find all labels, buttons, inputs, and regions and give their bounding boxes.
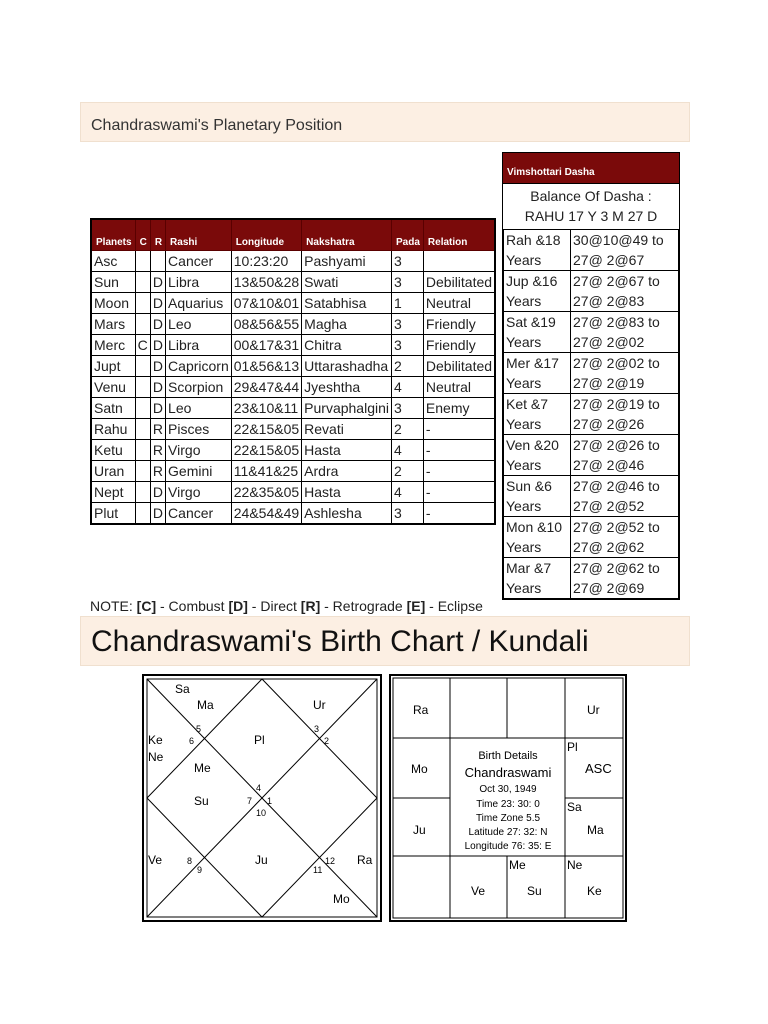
north-indian-chart — [142, 674, 382, 922]
planet-table-cell — [135, 293, 150, 314]
planet-table-cell: D — [150, 482, 165, 503]
planetary-position-title: Chandraswami's Planetary Position — [91, 117, 343, 134]
dasha-period-line: Mon &10 — [506, 519, 563, 535]
planet-table-cell: Plut — [91, 503, 135, 525]
planet-table-cell: - — [423, 503, 495, 525]
planet-table-cell: - — [423, 461, 495, 482]
dasha-row — [504, 312, 679, 353]
birth-details-title: Birth Details — [478, 750, 538, 762]
note-r-text: - Retrograde — [320, 598, 407, 614]
dasha-row — [504, 271, 679, 312]
dasha-range-line: 27@ 2@02 — [573, 334, 645, 350]
planet-table-cell: Chitra — [302, 335, 392, 356]
north-house-8: 8 — [187, 856, 193, 866]
north-planet-mo: Mo — [333, 892, 350, 906]
planet-table-cell — [150, 251, 165, 272]
planet-table-cell: Magha — [302, 314, 392, 335]
birth-details-date: Oct 30, 1949 — [479, 784, 537, 795]
planet-table-cell: Pashyami — [302, 251, 392, 272]
planet-table-cell: Jupt — [91, 356, 135, 377]
planet-table-cell — [135, 251, 150, 272]
planet-table-row — [91, 272, 495, 293]
dasha-range-line: 27@ 2@69 — [573, 580, 645, 596]
planet-table-row — [91, 314, 495, 335]
note-e-key: [E] — [406, 598, 426, 614]
planet-table-header-cell: Nakshatra — [302, 219, 392, 251]
birth-details-longitude: Longitude 76: 35: E — [464, 841, 552, 852]
planet-table-cell: 22&35&05 — [231, 482, 301, 503]
dasha-period-line: Years — [506, 457, 542, 473]
south-planet-pl: Pl — [567, 740, 578, 754]
dasha-range-cell — [571, 476, 679, 517]
planet-table-cell: D — [150, 314, 165, 335]
planet-table-cell: 01&56&13 — [231, 356, 301, 377]
planet-table-cell: 4 — [392, 440, 424, 461]
dasha-period-cell — [504, 435, 571, 476]
planet-table-cell: Debilitated — [423, 356, 495, 377]
note-c-key: [C] — [136, 598, 157, 614]
south-planet-ne: Ne — [567, 858, 583, 872]
north-planet-sa: Sa — [175, 682, 190, 696]
planet-table-cell: R — [150, 419, 165, 440]
planet-table-cell: Neutral — [423, 377, 495, 398]
dasha-period-line: Years — [506, 539, 542, 555]
dasha-range-cell — [571, 558, 679, 599]
north-house-3: 3 — [314, 724, 320, 734]
dasha-range-line: 27@ 2@67 to — [573, 273, 660, 289]
north-house-7: 7 — [247, 796, 253, 806]
north-house-4: 4 — [256, 783, 262, 793]
south-planet-ke: Ke — [587, 884, 602, 898]
dasha-range-line: 27@ 2@26 to — [573, 437, 660, 453]
dasha-range-line: 27@ 2@83 — [573, 293, 645, 309]
planet-table-cell: Enemy — [423, 398, 495, 419]
south-indian-chart — [389, 674, 627, 922]
south-planet-mo: Mo — [411, 762, 428, 776]
planet-table-cell — [135, 398, 150, 419]
birth-chart-banner — [80, 616, 690, 666]
planet-table-row — [91, 482, 495, 503]
planet-table-cell: 11&41&25 — [231, 461, 301, 482]
south-planet-sa: Sa — [567, 800, 582, 814]
dasha-header: Vimshottari Dasha — [503, 153, 679, 183]
planet-table-row — [91, 503, 495, 525]
dasha-range-cell — [571, 271, 679, 312]
north-planet-su: Su — [194, 794, 209, 808]
planet-table-cell: 23&10&11 — [231, 398, 301, 419]
planet-table-header-cell: Pada — [392, 219, 424, 251]
dasha-period-line: Years — [506, 334, 542, 350]
birth-details-time: Time 23: 30: 0 — [476, 799, 540, 810]
planet-table-row — [91, 251, 495, 272]
planet-table-cell: Ashlesha — [302, 503, 392, 525]
south-planet-ra: Ra — [413, 703, 429, 717]
note-c-text: - Combust — [156, 598, 229, 614]
planet-table-cell: Libra — [166, 335, 232, 356]
planet-table-cell: D — [150, 356, 165, 377]
birth-chart-title: Chandraswami's Birth Chart / Kundali — [91, 625, 589, 658]
planet-table-header-cell: Planets — [91, 219, 135, 251]
dasha-row — [504, 435, 679, 476]
planet-table-cell: Gemini — [166, 461, 232, 482]
planet-table-cell: Aquarius — [166, 293, 232, 314]
note-d-key: [D] — [228, 598, 248, 614]
north-house-9: 9 — [197, 865, 203, 875]
planet-table-cell: Venu — [91, 377, 135, 398]
dasha-range-line: 27@ 2@67 — [573, 252, 645, 268]
planet-table-cell: 24&54&49 — [231, 503, 301, 525]
planet-table-row — [91, 356, 495, 377]
planet-table-cell: Ketu — [91, 440, 135, 461]
dasha-range-line: 30@10@49 to — [573, 232, 664, 248]
planet-table-header-cell: Relation — [423, 219, 495, 251]
planet-table-cell: 00&17&31 — [231, 335, 301, 356]
planet-table-cell — [135, 482, 150, 503]
planet-table-row — [91, 293, 495, 314]
planet-table-cell: D — [150, 272, 165, 293]
dasha-range-cell — [571, 394, 679, 435]
north-house-5: 5 — [196, 724, 202, 734]
birth-details-latitude: Latitude 27: 32: N — [468, 827, 548, 838]
dasha-period-line: Years — [506, 252, 542, 268]
planet-table-cell: - — [423, 482, 495, 503]
dasha-row — [504, 517, 679, 558]
dasha-range-line: 27@ 2@52 — [573, 498, 645, 514]
dasha-period-line: Years — [506, 498, 542, 514]
planet-table-cell: 3 — [392, 335, 424, 356]
planet-table-cell: R — [150, 440, 165, 461]
planet-table-cell: Mars — [91, 314, 135, 335]
planet-table-cell — [135, 356, 150, 377]
planet-table-cell: Nept — [91, 482, 135, 503]
planet-table-cell: - — [423, 419, 495, 440]
planet-table-cell — [135, 272, 150, 293]
planet-table-cell: 10:23:20 — [231, 251, 301, 272]
dasha-period-line: Years — [506, 293, 542, 309]
north-planet-ur: Ur — [313, 698, 326, 712]
north-planet-ve: Ve — [148, 853, 163, 867]
vimshottari-dasha-panel — [502, 152, 680, 600]
planet-table-cell: 3 — [392, 503, 424, 525]
dasha-range-line: 27@ 2@62 — [573, 539, 645, 555]
dasha-range-line: 27@ 2@19 to — [573, 396, 660, 412]
dasha-period-line: Years — [506, 580, 542, 596]
south-planet-ma: Ma — [587, 823, 604, 837]
dasha-range-line: 27@ 2@52 to — [573, 519, 660, 535]
planet-table-cell: 3 — [392, 272, 424, 293]
dasha-range-cell — [571, 435, 679, 476]
north-planet-ma: Ma — [197, 698, 214, 712]
planet-table-cell — [135, 503, 150, 525]
dasha-period-line: Mer &17 — [506, 355, 559, 371]
planet-table-row — [91, 440, 495, 461]
planet-table-cell: Cancer — [166, 503, 232, 525]
dasha-period-cell — [504, 271, 571, 312]
dasha-range-line: 27@ 2@83 to — [573, 314, 660, 330]
planet-table-cell: D — [150, 335, 165, 356]
planet-table-cell: 08&56&55 — [231, 314, 301, 335]
note-prefix: NOTE: — [90, 598, 137, 614]
dasha-period-cell — [504, 312, 571, 353]
planet-table-cell: Jyeshtha — [302, 377, 392, 398]
planet-table-cell: Swati — [302, 272, 392, 293]
planetary-position-banner — [80, 102, 690, 142]
planet-table-cell: Moon — [91, 293, 135, 314]
north-planet-me: Me — [194, 761, 211, 775]
planet-table-cell — [135, 440, 150, 461]
planet-table-cell: Friendly — [423, 335, 495, 356]
planet-table-cell: Capricorn — [166, 356, 232, 377]
planet-table-cell: C — [135, 335, 150, 356]
dasha-balance — [503, 183, 679, 229]
dasha-balance-label: Balance Of Dasha : — [530, 188, 652, 204]
planet-table-cell: 2 — [392, 461, 424, 482]
dasha-range-line: 27@ 2@26 — [573, 416, 645, 432]
planet-table-cell — [135, 419, 150, 440]
planet-table-cell: Uttarashadha — [302, 356, 392, 377]
planet-table-row — [91, 335, 495, 356]
planet-table-cell: Purvaphalgini — [302, 398, 392, 419]
dasha-row — [504, 558, 679, 599]
planet-table-header-row — [91, 219, 495, 251]
planet-table-row — [91, 419, 495, 440]
dasha-period-line: Ket &7 — [506, 396, 549, 412]
north-planet-ra: Ra — [357, 853, 373, 867]
dasha-range-cell — [571, 353, 679, 394]
south-planet-me: Me — [509, 858, 526, 872]
planet-table-cell: Debilitated — [423, 272, 495, 293]
planet-table-cell: Leo — [166, 314, 232, 335]
dasha-range-cell — [571, 230, 679, 271]
planet-table-cell: D — [150, 377, 165, 398]
dasha-range-cell — [571, 517, 679, 558]
dasha-range-line: 27@ 2@46 — [573, 457, 645, 473]
planet-table-cell: 3 — [392, 314, 424, 335]
planet-table-cell: 4 — [392, 377, 424, 398]
note-r-key: [R] — [300, 598, 321, 614]
south-planet-ve: Ve — [471, 884, 486, 898]
dasha-period-line: Years — [506, 375, 542, 391]
planet-table-cell: Uran — [91, 461, 135, 482]
planet-table-cell: Sun — [91, 272, 135, 293]
dasha-period-line: Mar &7 — [506, 560, 552, 576]
planet-table-cell: D — [150, 503, 165, 525]
dasha-table — [503, 229, 679, 599]
planet-table-cell — [135, 377, 150, 398]
south-asc: ASC — [585, 761, 612, 776]
dasha-row — [504, 230, 679, 271]
birth-details-timezone: Time Zone 5.5 — [475, 813, 541, 824]
dasha-range-cell — [571, 312, 679, 353]
north-planet-ju: Ju — [255, 853, 268, 867]
planet-table-cell: 2 — [392, 419, 424, 440]
legend-note — [90, 598, 483, 614]
north-house-1: 1 — [267, 796, 273, 806]
planet-table-row — [91, 377, 495, 398]
planet-table-cell — [135, 314, 150, 335]
planet-table-cell: Cancer — [166, 251, 232, 272]
planet-table-header-cell: C — [135, 219, 150, 251]
planet-table-cell: 1 — [392, 293, 424, 314]
south-planet-ur: Ur — [587, 703, 600, 717]
planet-table-cell — [135, 461, 150, 482]
dasha-range-line: 27@ 2@19 — [573, 375, 645, 391]
planet-table-cell: 13&50&28 — [231, 272, 301, 293]
planet-table-cell: 29&47&44 — [231, 377, 301, 398]
planet-table-cell: Scorpion — [166, 377, 232, 398]
dasha-period-line: Rah &18 — [506, 232, 561, 248]
dasha-row — [504, 394, 679, 435]
dasha-period-line: Sun &6 — [506, 478, 552, 494]
dasha-row — [504, 476, 679, 517]
planet-table-cell: Virgo — [166, 482, 232, 503]
planet-table-cell: Satn — [91, 398, 135, 419]
planet-table-header-cell: R — [150, 219, 165, 251]
planet-table-cell: Hasta — [302, 482, 392, 503]
planet-table-cell: Neutral — [423, 293, 495, 314]
dasha-row — [504, 353, 679, 394]
planet-table-cell: R — [150, 461, 165, 482]
dasha-range-line: 27@ 2@02 to — [573, 355, 660, 371]
planet-table-cell: Asc — [91, 251, 135, 272]
planet-table-header-cell: Longitude — [231, 219, 301, 251]
planet-table-header-cell: Rashi — [166, 219, 232, 251]
north-planet-ke: Ke — [148, 733, 163, 747]
planet-table-cell: 07&10&01 — [231, 293, 301, 314]
south-planet-ju: Ju — [413, 823, 426, 837]
planet-table-cell — [423, 251, 495, 272]
planet-table-cell: D — [150, 398, 165, 419]
dasha-range-line: 27@ 2@46 to — [573, 478, 660, 494]
planet-table-cell: 4 — [392, 482, 424, 503]
planet-table-cell: 3 — [392, 398, 424, 419]
dasha-period-cell — [504, 476, 571, 517]
note-e-text: - Eclipse — [425, 598, 483, 614]
north-house-10: 10 — [256, 808, 267, 818]
planet-table-cell: Merc — [91, 335, 135, 356]
dasha-period-line: Years — [506, 416, 542, 432]
planet-table-cell: Rahu — [91, 419, 135, 440]
north-house-6: 6 — [189, 736, 195, 746]
dasha-period-line: Jup &16 — [506, 273, 558, 289]
planet-table-row — [91, 398, 495, 419]
birth-details-name: Chandraswami — [464, 765, 552, 780]
south-planet-su: Su — [527, 884, 542, 898]
planet-table-cell: Friendly — [423, 314, 495, 335]
planet-table-cell: Revati — [302, 419, 392, 440]
dasha-period-cell — [504, 230, 571, 271]
north-house-2: 2 — [324, 736, 330, 746]
planet-table-cell: 22&15&05 — [231, 419, 301, 440]
north-planet-ne: Ne — [148, 750, 164, 764]
dasha-period-cell — [504, 353, 571, 394]
planetary-position-table — [90, 218, 496, 525]
planet-table-row — [91, 461, 495, 482]
planet-table-cell: Ardra — [302, 461, 392, 482]
north-planet-pl: Pl — [254, 733, 265, 747]
dasha-range-line: 27@ 2@62 to — [573, 560, 660, 576]
dasha-period-line: Ven &20 — [506, 437, 559, 453]
dasha-period-cell — [504, 517, 571, 558]
dasha-period-cell — [504, 394, 571, 435]
planet-table-cell: 22&15&05 — [231, 440, 301, 461]
planet-table-cell: 3 — [392, 251, 424, 272]
planet-table-cell: Libra — [166, 272, 232, 293]
planet-table-cell: Virgo — [166, 440, 232, 461]
planet-table-cell: Pisces — [166, 419, 232, 440]
planet-table-cell: 2 — [392, 356, 424, 377]
planet-table-cell: Satabhisa — [302, 293, 392, 314]
note-d-text: - Direct — [247, 598, 301, 614]
north-house-12: 12 — [325, 856, 336, 866]
planet-table-cell: Leo — [166, 398, 232, 419]
planet-table-cell: - — [423, 440, 495, 461]
planet-table-cell: D — [150, 293, 165, 314]
dasha-period-line: Sat &19 — [506, 314, 556, 330]
dasha-balance-value: RAHU 17 Y 3 M 27 D — [524, 208, 658, 224]
dasha-period-cell — [504, 558, 571, 599]
north-house-11: 11 — [313, 865, 323, 875]
planet-table-cell: Hasta — [302, 440, 392, 461]
